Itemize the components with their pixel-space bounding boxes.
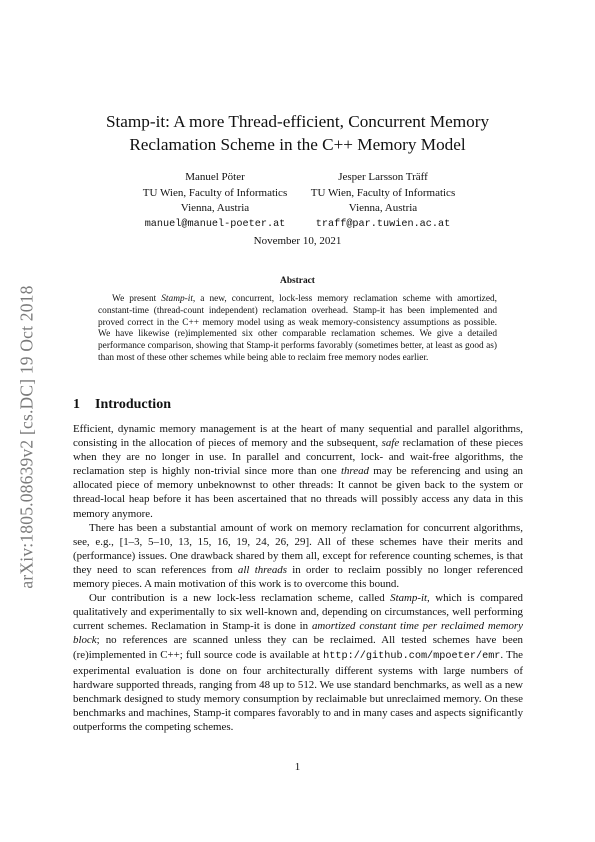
arxiv-id-text: arXiv:1805.08639v2 [cs.DC] 19 Oct 2018 (16, 285, 37, 589)
section-number: 1 (73, 397, 80, 412)
author-affiliation: TU Wien, Faculty of Informatics (310, 186, 456, 199)
page-number: 1 (294, 761, 301, 773)
abstract-text: We present Stamp-it, a new, concurrent, lock-less memory reclamation scheme with amortized, constant-time (thread-count independent) reclamation overhead. Stamp-it has been implemented and proved correct in the C++ memory model using as weak memory-consistency assumptions as possible. We have likewise (re)implemented six other comparable reclamation schemes. We give a detailed performance comparison, showing that Stamp-it performs favorably (sometimes better, at least as good as) than most of these other schemes while being able to reclaim free memory nodes earlier. (98, 294, 497, 363)
paragraph: Our contribution is a new lock-less reclamation scheme, called Stamp-it, which is compared qualitatively and experimentally to six well-known and, depending on circumstances, well performing current schemes. Reclamation in Stamp-it is done in amortized constant time per reclaimed memory block; no references are scanned unless they can be reclaimed. All tested schemes have been (re)implemented in C++; full source code is available at http://github.com/mpoeter/emr. The experimental evaluation is done on four architecturally different systems with large numbers of hardware supported threads, ranging from 48 up to 512. We use standard benchmarks, as well as a new benchmark designed to study memory consumption by reclaimable but unreclaimed memory. On these benchmarks and machines, Stamp-it compares favorably to and in many cases and aspects significantly outperforms the competing schemes. (73, 592, 524, 733)
author-email[interactable]: traff@par.tuwien.ac.at (315, 218, 451, 230)
author-location: Vienna, Austria (180, 202, 250, 214)
title-line-2: Reclamation Scheme in the C++ Memory Model (129, 135, 466, 154)
paragraph: Efficient, dynamic memory management is at the heart of many sequential and parallel algorithms, consisting in the allocation of pieces of memory and the subsequent, safe reclamation of these pieces when they are no longer in use. In parallel and concurrent, lock- and wait-free algorithms, the reclamation step is highly non-trivial since more than one thread may be referencing and using an allocated piece of memory unbeknownst to other threads: It cannot be given back to the system or thread-local heap before it has been ascertained that no threads will possibly access any data in this memory anymore. (73, 423, 524, 520)
abstract-heading: Abstract (280, 276, 315, 286)
author-affiliation: TU Wien, Faculty of Informatics (142, 186, 288, 199)
section-title: Introduction (95, 397, 171, 412)
author-block-2 (305, 170, 461, 232)
author-email[interactable]: manuel@manuel-poeter.at (144, 218, 286, 230)
section-heading (73, 397, 171, 413)
arxiv-identifier-stamp (14, 262, 40, 612)
author-name: Manuel Pöter (185, 171, 245, 183)
paper-title (70, 110, 525, 156)
title-line-1: Stamp-it: A more Thread-efficient, Concurrent Memory (105, 112, 490, 131)
paragraph: There has been a substantial amount of work on memory reclamation for concurrent algorithms, see, e.g., [1–3, 5–10, 13, 15, 16, 19, 24, 26, 29]. All of these schemes have their merits and (performance) issues. One drawback shared by them all, except for reference counting schemes, is that they need to scan references from all threads in order to reclaim possibly no longer referenced memory pieces. A main motivation of this work is to overcome this bound. (73, 521, 523, 591)
author-block-1 (140, 170, 290, 232)
source-code-link[interactable]: http://github.com/mpoeter/emr (323, 650, 501, 662)
paper-date: November 10, 2021 (253, 235, 342, 247)
author-location: Vienna, Austria (348, 202, 418, 214)
author-name: Jesper Larsson Träff (338, 171, 428, 183)
section-body (73, 422, 523, 734)
